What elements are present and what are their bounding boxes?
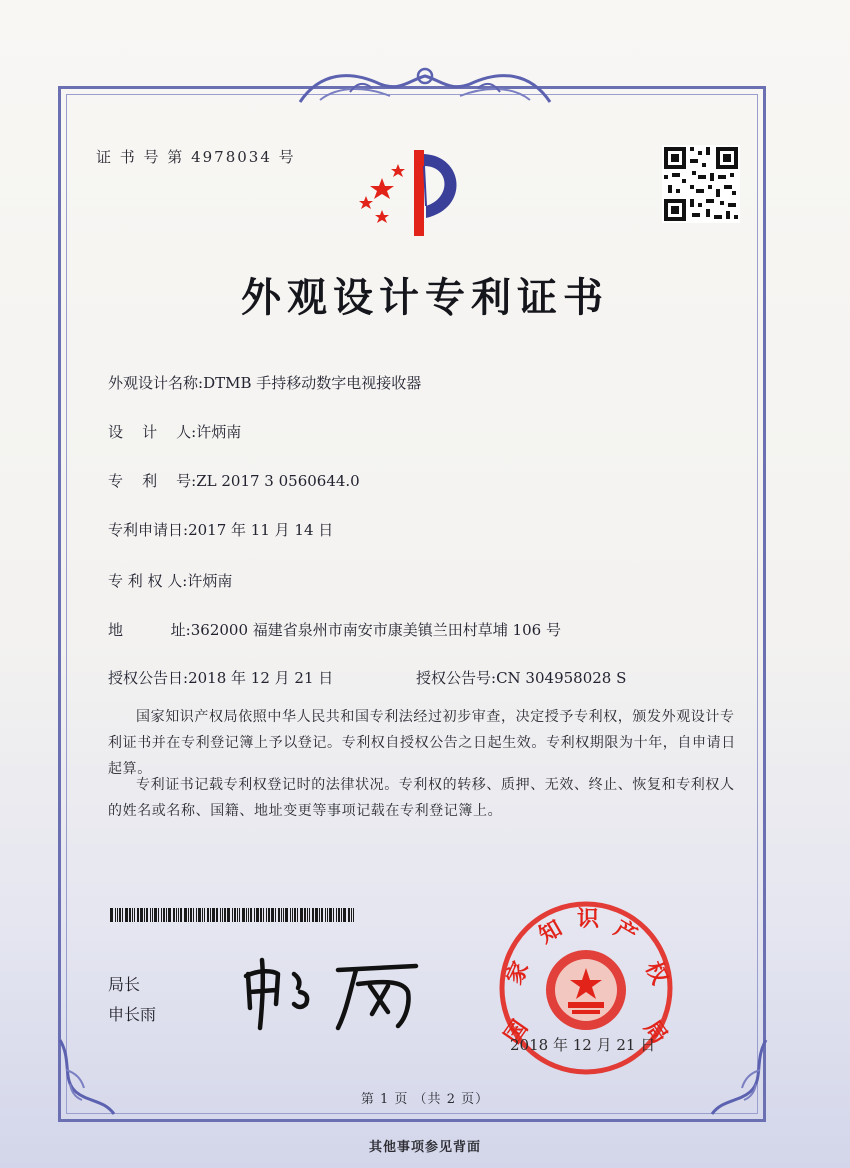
- back-note: 其他事项参见背面: [368, 1140, 481, 1155]
- barcode-bar: [196, 908, 197, 922]
- seal-char: 家: [502, 957, 535, 989]
- barcode-bar: [309, 908, 310, 922]
- statement-paragraph: 国家知识产权局依照中华人民共和国专利法经过初步审查，决定授予专利权，颁发外观设计专利证书并在专利登记簿上予以登记。专利权自授权公告之日起生效。专利权期限为十年，自申请日起算。: [108, 709, 736, 777]
- barcode-bar: [144, 908, 145, 922]
- barcode-bar: [325, 908, 326, 922]
- field-grant-number: [416, 667, 626, 688]
- signatory-name: 申长雨: [108, 1005, 157, 1024]
- barcode-bar: [242, 908, 245, 922]
- field-value: 362000 福建省泉州市南安市康美镇兰田村草埔 106 号: [190, 621, 561, 639]
- barcode-bar: [198, 908, 201, 922]
- barcode-bar: [122, 908, 123, 922]
- barcode-bar: [212, 908, 215, 922]
- barcode-bar: [158, 908, 159, 922]
- field-designer: [108, 421, 241, 442]
- barcode-bar: [256, 908, 259, 922]
- barcode-bar: [166, 908, 167, 922]
- field-label: 授权公告日:: [108, 669, 189, 687]
- barcode-bar: [168, 908, 171, 922]
- seal-char: 局: [638, 1016, 672, 1049]
- barcode-bar: [307, 908, 308, 922]
- barcode-bar: [119, 908, 121, 922]
- barcode-icon: [110, 908, 356, 922]
- seal-date: 2018 年 12 月 21 日: [510, 1036, 656, 1054]
- barcode-bar: [329, 908, 332, 922]
- barcode-bar: [250, 908, 252, 922]
- field-value: 许炳南: [187, 572, 233, 590]
- certificate-title: 外观设计专利证书: [241, 274, 609, 321]
- barcode-bar: [129, 908, 131, 922]
- field-value: 2018 年 12 月 21 日: [188, 669, 334, 687]
- barcode-bar: [271, 908, 274, 922]
- barcode-bar: [300, 908, 303, 922]
- barcode-bar: [110, 908, 113, 922]
- field-label: 设 计 人:: [108, 423, 197, 441]
- field-label: 专 利 号:: [108, 472, 197, 490]
- barcode-bar: [338, 908, 340, 922]
- barcode-bar: [333, 908, 334, 922]
- field-patent-number: [108, 470, 360, 491]
- barcode-bar: [336, 908, 337, 922]
- qr-code-icon: [662, 145, 740, 223]
- barcode-bar: [227, 908, 230, 922]
- barcode-bar: [268, 908, 270, 922]
- field-value: 2017 年 11 月 14 日: [188, 521, 334, 539]
- barcode-bar: [321, 908, 323, 922]
- barcode-bar: [248, 908, 249, 922]
- barcode-bar: [239, 908, 240, 922]
- barcode-bar: [263, 908, 264, 922]
- seal-char: 国: [500, 1016, 534, 1049]
- field-value: CN 304958028 S: [496, 669, 627, 687]
- barcode-bar: [294, 908, 296, 922]
- barcode-bar: [304, 908, 306, 922]
- barcode-bar: [188, 908, 189, 922]
- barcode-bar: [283, 908, 284, 922]
- barcode-bar: [134, 908, 135, 922]
- barcode-bar: [125, 908, 128, 922]
- barcode-bar: [224, 908, 226, 922]
- signatory-title: 局长: [108, 975, 141, 994]
- top-ornament-icon: [290, 62, 560, 110]
- field-design-name: [108, 372, 421, 393]
- barcode-bar: [351, 908, 352, 922]
- barcode-bar: [161, 908, 162, 922]
- barcode-bar: [353, 908, 354, 922]
- field-label: 专利申请日:: [108, 521, 189, 539]
- field-filing-date: [108, 519, 333, 540]
- barcode-bar: [285, 908, 288, 922]
- field-patentee: [108, 570, 232, 591]
- barcode-bar: [232, 908, 233, 922]
- barcode-bar: [222, 908, 223, 922]
- barcode-bar: [275, 908, 276, 922]
- seal-char: 识: [576, 907, 600, 932]
- barcode-bar: [180, 908, 182, 922]
- patent-office-logo-icon: [352, 144, 472, 244]
- field-address: [108, 619, 561, 640]
- seal-char: 权: [639, 957, 672, 989]
- barcode-bar: [115, 908, 116, 922]
- field-label: 授权公告号:: [416, 669, 497, 687]
- barcode-bar: [176, 908, 177, 922]
- seal-char: 产: [609, 916, 642, 949]
- barcode-bar: [254, 908, 255, 922]
- field-grant-date: [108, 667, 333, 688]
- seal-char: 知: [534, 916, 567, 949]
- certificate-number: 证 书 号 第 4978034 号: [96, 148, 296, 166]
- barcode-bar: [207, 908, 209, 922]
- barcode-bar: [216, 908, 218, 922]
- page-indicator: 第 1 页 （共 2 页）: [360, 1092, 490, 1107]
- barcode-bar: [132, 908, 133, 922]
- field-label: 地 址:: [108, 621, 191, 639]
- barcode-bar: [204, 908, 205, 922]
- barcode-bar: [178, 908, 179, 922]
- barcode-bar: [193, 908, 194, 922]
- barcode-bar: [315, 908, 318, 922]
- barcode-bar: [327, 908, 328, 922]
- barcode-bar: [146, 908, 148, 922]
- barcode-bar: [297, 908, 298, 922]
- barcode-bar: [312, 908, 314, 922]
- barcode-bar: [220, 908, 221, 922]
- barcode-bar: [150, 908, 151, 922]
- barcode-bar: [266, 908, 267, 922]
- barcode-bar: [234, 908, 236, 922]
- field-label: 专 利 权 人:: [108, 572, 188, 590]
- field-value: 许炳南: [196, 423, 242, 441]
- barcode-bar: [210, 908, 211, 922]
- barcode-bar: [117, 908, 118, 922]
- field-value: DTMB 手持移动数字电视接收器: [203, 374, 422, 392]
- barcode-bar: [163, 908, 165, 922]
- barcode-bar: [140, 908, 143, 922]
- barcode-bar: [246, 908, 247, 922]
- barcode-bar: [202, 908, 203, 922]
- barcode-bar: [341, 908, 342, 922]
- statement-paragraph: 专利证书记载专利权登记时的法律状况。专利权的转移、质押、无效、终止、恢复和专利权人的姓名或名称、国籍、地址变更等事项记载在专利登记簿上。: [108, 777, 735, 819]
- barcode-bar: [260, 908, 262, 922]
- barcode-bar: [343, 908, 346, 922]
- signature-icon: [238, 952, 428, 1032]
- barcode-bar: [281, 908, 282, 922]
- barcode-bar: [184, 908, 187, 922]
- barcode-bar: [278, 908, 280, 922]
- barcode-bar: [348, 908, 350, 922]
- barcode-bar: [152, 908, 153, 922]
- barcode-bar: [173, 908, 175, 922]
- field-value: ZL 2017 3 0560644.0: [196, 472, 360, 490]
- barcode-bar: [137, 908, 139, 922]
- barcode-bar: [290, 908, 291, 922]
- field-label: 外观设计名称:: [108, 374, 204, 392]
- barcode-bar: [237, 908, 238, 922]
- barcode-bar: [319, 908, 320, 922]
- barcode-bar: [190, 908, 192, 922]
- barcode-bar: [154, 908, 157, 922]
- barcode-bar: [292, 908, 293, 922]
